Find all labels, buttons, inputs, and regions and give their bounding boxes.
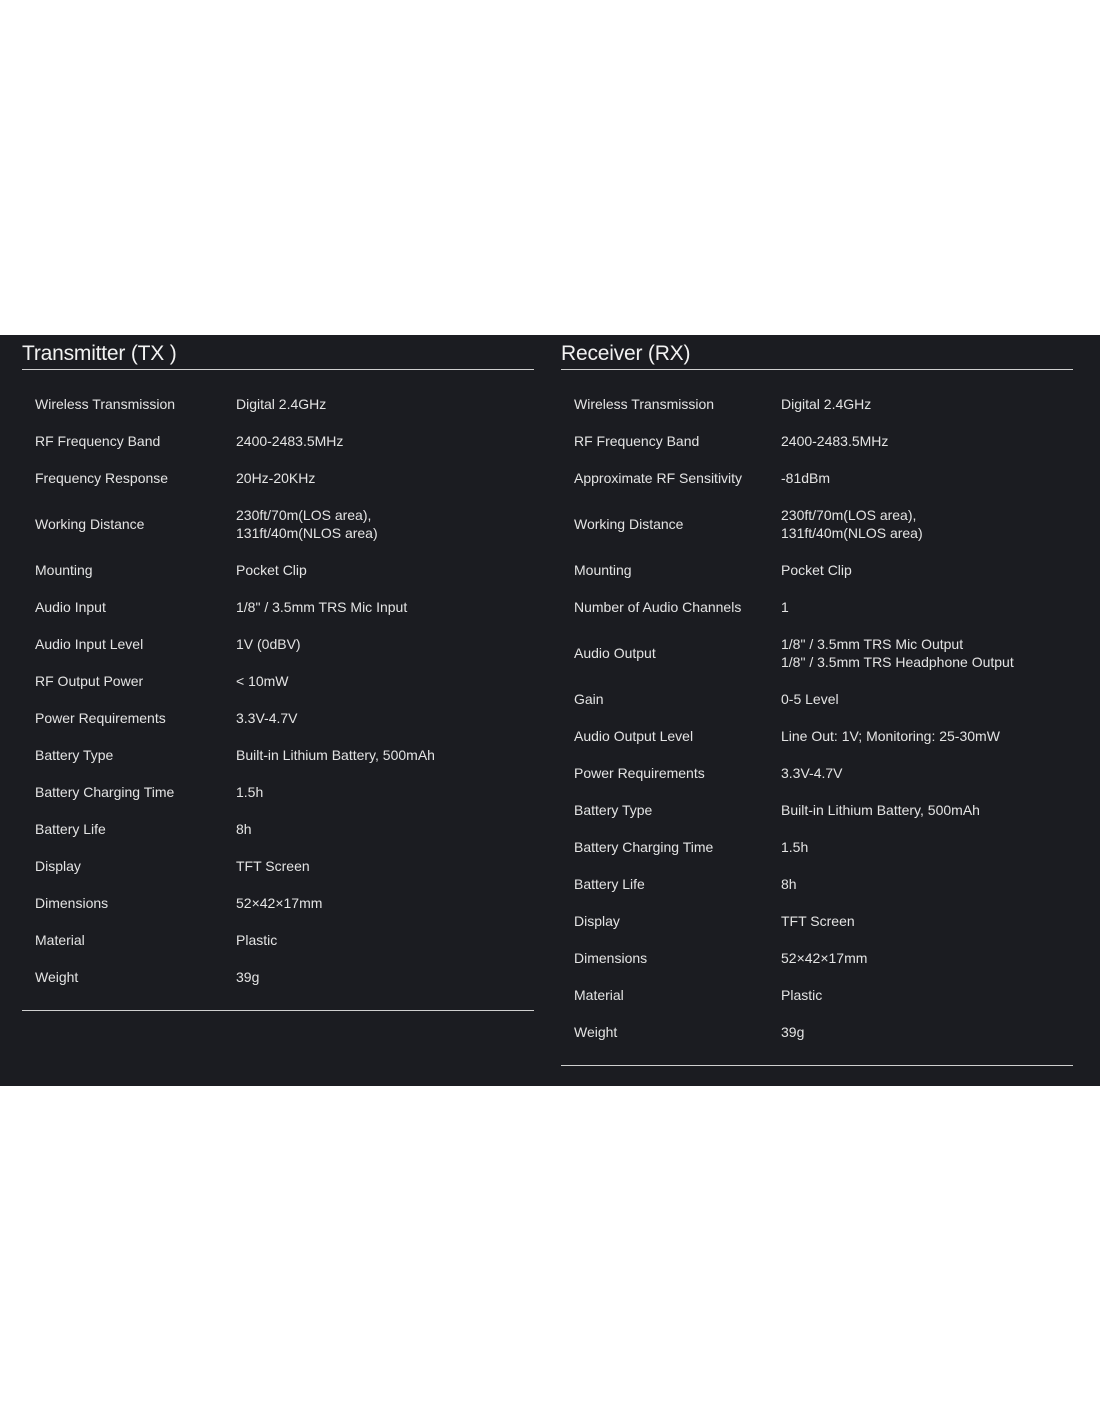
spec-value-line: Digital 2.4GHz [781, 395, 872, 412]
spec-value-line: Digital 2.4GHz [236, 395, 327, 412]
spec-label: Frequency Response [35, 469, 169, 486]
spec-value-line: 1V (0dBV) [236, 635, 301, 652]
spec-value [781, 865, 1073, 902]
spec-label: RF Frequency Band [574, 432, 700, 449]
spec-value-line: 1/8" / 3.5mm TRS Headphone Output [781, 653, 1014, 670]
spec-label: Wireless Transmission [574, 395, 715, 412]
spec-value-line: 3.3V-4.7V [781, 764, 843, 781]
spec-value-line: 3.3V-4.7V [236, 709, 298, 726]
spec-value-line: 2400-2483.5MHz [781, 432, 889, 449]
spec-value [781, 551, 1073, 588]
spec-value [236, 699, 534, 736]
spec-value-line: Line Out: 1V; Monitoring: 25-30mW [781, 727, 1000, 744]
spec-value [236, 810, 534, 847]
spec-label: Display [35, 857, 81, 874]
spec-label: RF Output Power [35, 672, 144, 689]
spec-row [22, 422, 534, 459]
spec-label: Display [574, 912, 620, 929]
spec-row [561, 625, 1073, 680]
spec-value-line: 1/8" / 3.5mm TRS Mic Input [236, 598, 408, 615]
spec-row [561, 754, 1073, 791]
spec-label: Material [35, 931, 85, 948]
spec-value [781, 828, 1073, 865]
spec-row [561, 828, 1073, 865]
spec-row [561, 422, 1073, 459]
spec-label: Battery Life [35, 820, 106, 837]
spec-value [781, 625, 1073, 680]
spec-value [236, 459, 534, 496]
spec-value [236, 884, 534, 921]
spec-row [22, 496, 534, 551]
spec-value [781, 754, 1073, 791]
spec-value [781, 976, 1073, 1013]
spec-label: Battery Life [574, 875, 645, 892]
receiver-section [561, 335, 1073, 1066]
spec-value [236, 736, 534, 773]
spec-row [561, 939, 1073, 976]
spec-value [781, 680, 1073, 717]
spec-value-line: 1.5h [781, 838, 809, 855]
spec-value-line: 52×42×17mm [236, 894, 323, 911]
spec-value-line: 230ft/70m(LOS area), [236, 506, 372, 523]
spec-row [561, 588, 1073, 625]
spec-label: Wireless Transmission [35, 395, 176, 412]
spec-value [781, 422, 1073, 459]
spec-value-line: 1.5h [236, 783, 264, 800]
spec-row [22, 921, 534, 958]
spec-row [561, 717, 1073, 754]
spec-value [236, 551, 534, 588]
transmitter-title: Transmitter (TX ) [22, 335, 534, 370]
spec-value-line: 1 [781, 598, 789, 615]
spec-row [561, 902, 1073, 939]
spec-label: Working Distance [35, 515, 145, 532]
spec-row [561, 459, 1073, 496]
spec-label: Audio Input Level [35, 635, 144, 652]
spec-value-line: 8h [781, 875, 797, 892]
spec-value-line: < 10mW [236, 672, 289, 689]
spec-row [561, 865, 1073, 902]
spec-row [22, 773, 534, 810]
spec-value-line: 52×42×17mm [781, 949, 868, 966]
spec-value-line: Plastic [781, 986, 823, 1003]
spec-value [236, 385, 534, 422]
spec-value [781, 1013, 1073, 1050]
spec-label: Audio Output Level [574, 727, 694, 744]
spec-label: Audio Output [574, 644, 656, 661]
spec-value [781, 588, 1073, 625]
spec-label: Approximate RF Sensitivity [574, 469, 743, 486]
spec-value [781, 902, 1073, 939]
spec-value [781, 717, 1073, 754]
spec-value-line: -81dBm [781, 469, 831, 486]
spec-label: RF Frequency Band [35, 432, 161, 449]
spec-value [236, 773, 534, 810]
spec-value [236, 958, 534, 995]
spec-value-line: 39g [236, 968, 260, 985]
spec-value-line: Built-in Lithium Battery, 500mAh [236, 746, 435, 763]
spec-row [22, 810, 534, 847]
spec-label: Dimensions [35, 894, 109, 911]
spec-value-line: 1/8" / 3.5mm TRS Mic Output [781, 635, 964, 652]
spec-value-line: Plastic [236, 931, 278, 948]
spec-label: Battery Type [35, 746, 114, 763]
spec-row [22, 736, 534, 773]
transmitter-spec-table [22, 385, 534, 995]
spec-label: Mounting [574, 561, 632, 578]
receiver-spec-table [561, 385, 1073, 1050]
spec-value [781, 939, 1073, 976]
receiver-title: Receiver (RX) [561, 335, 1073, 370]
spec-value-line: 2400-2483.5MHz [236, 432, 344, 449]
spec-label: Dimensions [574, 949, 648, 966]
spec-label: Weight [574, 1023, 618, 1040]
spec-row [561, 551, 1073, 588]
spec-row [22, 588, 534, 625]
spec-value [781, 496, 1073, 551]
spec-row [22, 385, 534, 422]
spec-label: Battery Type [574, 801, 653, 818]
spec-value [236, 625, 534, 662]
spec-label: Audio Input [35, 598, 106, 615]
spec-value [781, 791, 1073, 828]
spec-value [236, 662, 534, 699]
spec-value [236, 921, 534, 958]
transmitter-section [22, 335, 534, 1011]
spec-row [22, 662, 534, 699]
receiver-bottom-divider [561, 1065, 1073, 1066]
spec-value [781, 459, 1073, 496]
spec-row [561, 496, 1073, 551]
transmitter-bottom-divider [22, 1010, 534, 1011]
spec-value-line: Pocket Clip [236, 561, 307, 578]
spec-value [236, 496, 534, 551]
spec-row [561, 976, 1073, 1013]
spec-value-line: Pocket Clip [781, 561, 852, 578]
spec-label: Gain [574, 690, 604, 707]
spec-label: Battery Charging Time [35, 783, 175, 800]
spec-value-line: 131ft/40m(NLOS area) [781, 524, 923, 541]
spec-label: Power Requirements [574, 764, 705, 781]
spec-row [561, 680, 1073, 717]
spec-value-line: 20Hz-20KHz [236, 469, 316, 486]
spec-value [236, 588, 534, 625]
spec-row [22, 958, 534, 995]
spec-label: Working Distance [574, 515, 684, 532]
spec-row [22, 699, 534, 736]
spec-row [561, 1013, 1073, 1050]
spec-label: Battery Charging Time [574, 838, 714, 855]
spec-value-line: 39g [781, 1023, 805, 1040]
spec-row [22, 551, 534, 588]
spec-value-line: 0-5 Level [781, 690, 839, 707]
spec-panel [0, 335, 1100, 1086]
spec-label: Number of Audio Channels [574, 598, 742, 615]
spec-value [236, 422, 534, 459]
spec-label: Mounting [35, 561, 93, 578]
spec-label: Weight [35, 968, 79, 985]
spec-value-line: 8h [236, 820, 252, 837]
spec-label: Power Requirements [35, 709, 166, 726]
spec-value-line: 230ft/70m(LOS area), [781, 506, 917, 523]
spec-row [22, 884, 534, 921]
spec-value-line: 131ft/40m(NLOS area) [236, 524, 378, 541]
spec-value [781, 385, 1073, 422]
spec-value-line: Built-in Lithium Battery, 500mAh [781, 801, 980, 818]
spec-value [236, 847, 534, 884]
spec-label: Material [574, 986, 624, 1003]
spec-value-line: TFT Screen [236, 857, 310, 874]
spec-row [22, 459, 534, 496]
spec-row [561, 385, 1073, 422]
spec-value-line: TFT Screen [781, 912, 855, 929]
spec-row [22, 625, 534, 662]
spec-row [22, 847, 534, 884]
spec-row [561, 791, 1073, 828]
